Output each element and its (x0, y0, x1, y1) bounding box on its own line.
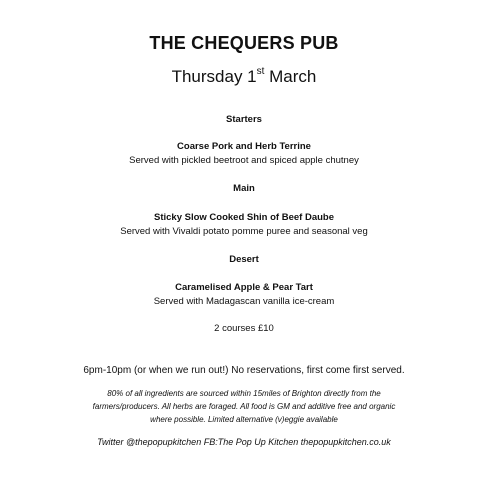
date-suffix: st (256, 66, 265, 78)
starter-description: Served with pickled beetroot and spiced apple chutney (129, 155, 359, 166)
price: 2 courses £10 (214, 323, 274, 334)
date-month: March (264, 67, 317, 86)
main-description: Served with Vivaldi potato pomme puree and seasonal veg (120, 226, 368, 237)
date-day: Thursday 1 (171, 67, 257, 86)
main-dish: Sticky Slow Cooked Shin of Beef Daube (153, 212, 334, 223)
dessert-description: Served with Madagascan vanilla ice-cream (153, 296, 335, 307)
sourcing-note-line-2: farmers/producers. All herbs are foraged. All food is GM and additive free and organic (92, 402, 396, 411)
event-date (0, 67, 488, 87)
dessert-dish: Caramelised Apple & Pear Tart (175, 282, 313, 293)
sourcing-note-line-1: 80% of all ingredients are sourced within 15miles of Brighton directly from the (107, 389, 381, 398)
sourcing-note (60, 387, 428, 426)
dessert-heading: Desert (229, 254, 259, 265)
starters-heading: Starters (226, 114, 262, 125)
main-heading: Main (233, 183, 255, 194)
opening-hours: 6pm-10pm (or when we run out!) No reservations, first come first served. (83, 365, 405, 376)
starter-dish: Coarse Pork and Herb Terrine (177, 141, 311, 152)
social-links: Twitter @thepopupkitchen FB:The Pop Up Kitchen thepopupkitchen.co.uk (97, 437, 391, 447)
pub-title: THE CHEQUERS PUB (149, 33, 339, 53)
sourcing-note-line-3: where possible. Limited alternative (v)eggie available (150, 415, 338, 424)
